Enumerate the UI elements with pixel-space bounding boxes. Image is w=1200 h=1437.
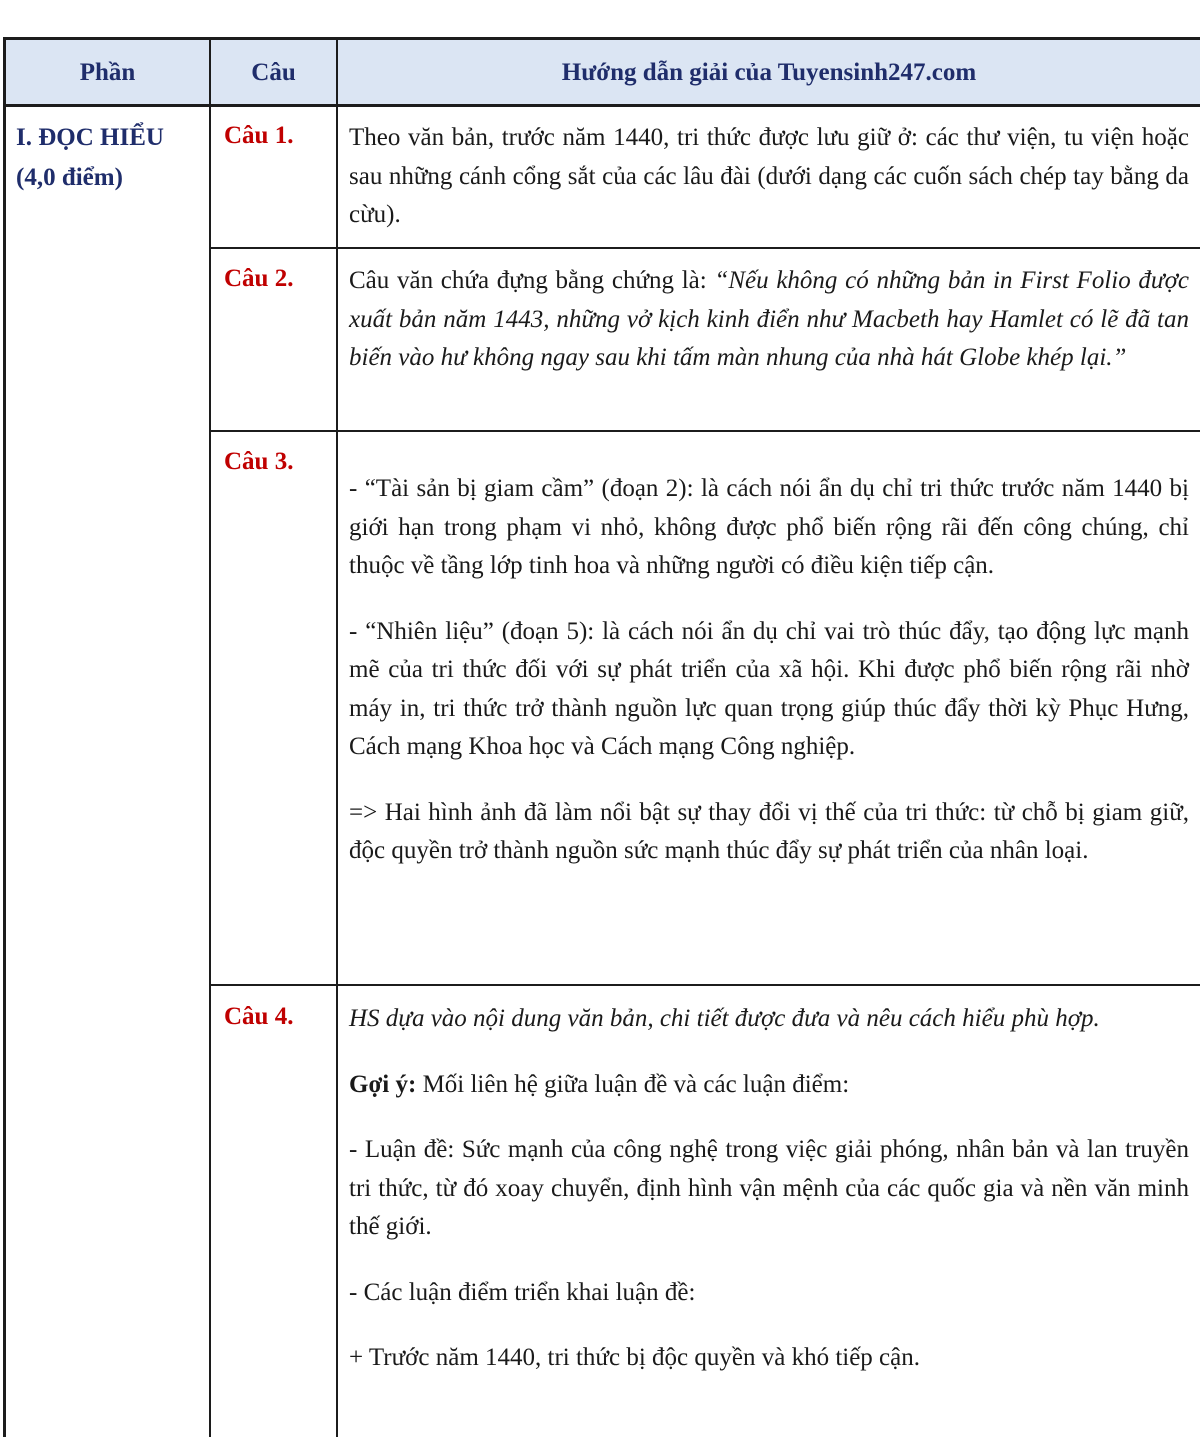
row-divider-3 <box>210 984 1200 986</box>
answer-paragraph: - “Tài sản bị giam cầm” (đoạn 2): là cách nói ẩn dụ chỉ tri thức trước năm 1440 bị giới hạn trong phạm vi nhỏ, không được phổ biến rộng rãi đến công chúng, chỉ thuộc về tầng lớp tinh hoa và những người có điều kiện tiếp cận. <box>349 475 1189 579</box>
answer-paragraph: - “Nhiên liệu” (đoạn 5): là cách nói ẩn dụ chỉ vai trò thúc đẩy, tạo động lực mạnh mẽ của tri thức đối với sự phát triển của xã hội. Khi được phổ biến rộng rãi nhờ máy in, tri thức trở thành nguồn lực quan trọng giúp thúc đẩy thời kỳ Phục Hưng, Cách mạng Khoa học và Cách mạng Công nghiệp. <box>349 617 1189 760</box>
question-3-answer <box>349 470 1189 871</box>
answer-text: Theo văn bản, trước năm 1440, tri thức được lưu giữ ở: các thư viện, tu viện hoặc sau những cánh cổng sắt của các lâu đài (dưới dạng các cuốn sách chép tay bằng da cừu). <box>349 124 1189 228</box>
header-question: Câu <box>251 59 296 86</box>
section-title <box>16 118 164 198</box>
question-2-answer <box>349 262 1189 378</box>
question-1-answer <box>349 119 1189 235</box>
answer-text <box>349 262 1189 378</box>
header-guide: Hướng dẫn giải của Tuyensinh247.com <box>561 59 977 86</box>
question-4-label: Câu 4. <box>224 1003 294 1030</box>
answer-intro: Câu văn chứa đựng bằng chứng là: <box>349 267 715 294</box>
answer-thesis: - Luận đề: Sức mạnh của công nghệ trong việc giải phóng, nhân bản và lan truyền tri thức, từ đó xoay chuyển, định hình vận mệnh của các quốc gia và nền văn minh thế giới. <box>349 1136 1189 1240</box>
section-score: (4,0 điểm) <box>16 164 123 191</box>
header-part: Phần <box>79 59 136 86</box>
hint-label: Gợi ý: <box>349 1070 417 1098</box>
hint-text: Mối liên hệ giữa luận đề và các luận điểm: <box>416 1070 850 1098</box>
answer-hint <box>349 1066 1189 1105</box>
row-divider-2 <box>210 430 1200 432</box>
question-1-label: Câu 1. <box>224 122 294 149</box>
answer-instruction: HS dựa vào nội dung văn bản, chi tiết được đưa và nêu cách hiểu phù hợp. <box>349 1005 1100 1032</box>
section-title-line1: I. ĐỌC HIỂU <box>16 124 164 151</box>
answer-paragraph: => Hai hình ảnh đã làm nổi bật sự thay đổi vị thế của tri thức: từ chỗ bị giam giữ, độc quyền trở thành nguồn sức mạnh thúc đẩy sự phát triển của nhân loại. <box>349 798 1189 864</box>
evidence-quote: “Nếu không có những bản in First Folio được xuất bản năm 1443, những vở kịch kinh điển như Macbeth hay Hamlet có lẽ đã tan biến vào hư không ngay sau khi tấm màn nhung của nhà hát Globe khép lại.” <box>349 267 1190 371</box>
answer-point: + Trước năm 1440, tri thức bị độc quyền và khó tiếp cận. <box>349 1344 920 1371</box>
answer-points-intro: - Các luận điểm triển khai luận đề: <box>349 1278 696 1306</box>
question-3-label: Câu 3. <box>224 448 294 475</box>
row-divider-1 <box>210 247 1200 249</box>
question-4-answer <box>349 1000 1189 1378</box>
question-2-label: Câu 2. <box>224 265 294 292</box>
